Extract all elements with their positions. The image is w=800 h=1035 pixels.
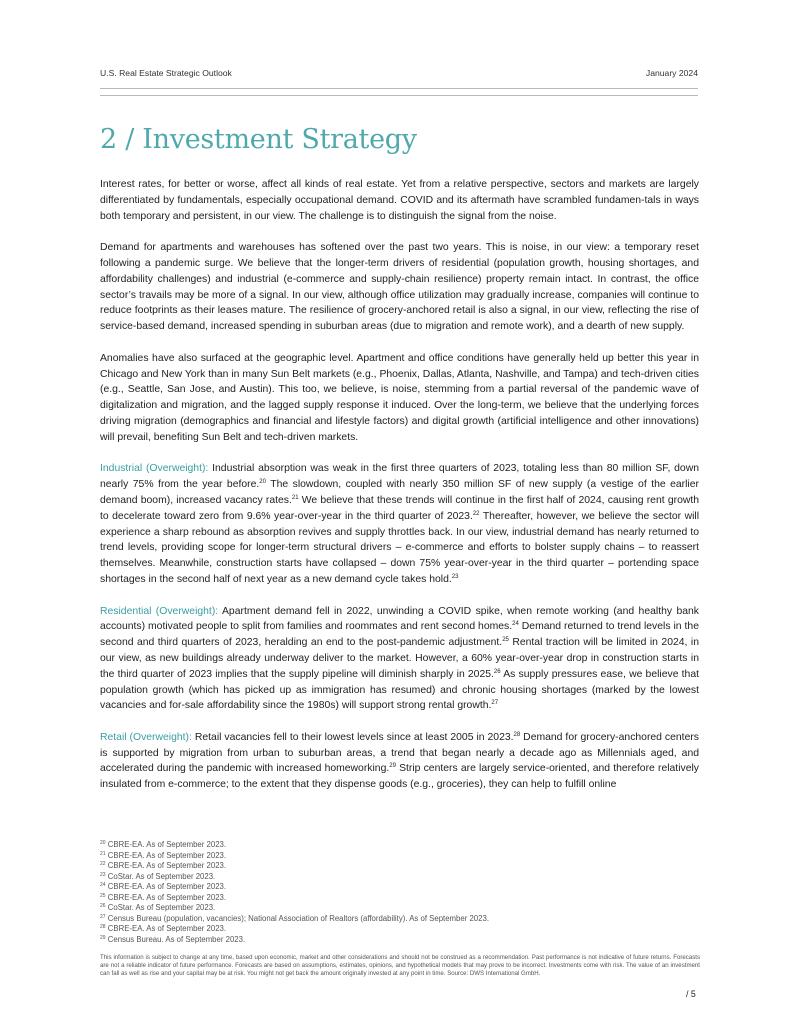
- section-title-text: Investment Strategy: [142, 124, 417, 155]
- residential-text-3: Rental traction will be limited in 2024, in our view, as new buildings already underway deliver to the market. However, a 60% year-over-year drop in construction starts in the third quarter of 2023 implies that the supply pipeline will diminish sharply in 2025.: [100, 637, 699, 680]
- section-number: 2: [100, 124, 117, 155]
- industrial-text-1: Industrial absorption was weak in the first three quarters of 2023, totaling less than 80 million SF, down nearly 75% from the year before.: [100, 463, 699, 491]
- retail-paragraph: [100, 730, 699, 793]
- footnote-text: CoStar. As of September 2023.: [107, 903, 216, 912]
- footnote-number: 28: [100, 924, 106, 930]
- section-title: [100, 124, 417, 155]
- footnote-number: 27: [100, 913, 106, 920]
- footnotes: [100, 840, 700, 945]
- residential-paragraph: [100, 604, 699, 715]
- header-rule-bottom: [100, 95, 698, 96]
- retail-lead: Retail (Overweight):: [100, 731, 192, 743]
- footnote: [100, 903, 700, 914]
- residential-text-4: As supply pressures ease, we believe that population growth (which has picked up as immigration has resumed) and chronic housing shortages (marked by the lowest vacancies and for-sale affordability since the 1980s) will support strong rental growth.: [100, 668, 699, 712]
- demand-paragraph: Demand for apartments and warehouses has softened over the past two years. This is noise, in our view: a temporary reset following a pandemic surge. We believe that the longer-term drivers of residential (population growth, housing shortages, and affordability challenges) and industrial (e-commerce and supply-chain resilience) property remain intact. In contrast, the office sector’s travails may be more of a signal. In our view, although office utilization may gradually increase, companies will continue to reduce footprints as their leases mature. The resilience of grocery-anchored retail is also a signal, in our view, reflecting the rise of service-based demand, increased spending in suburban areas (due to migration and remote work), and a dearth of new supply.: [100, 242, 699, 333]
- footnote: [100, 893, 700, 904]
- report-title: U.S. Real Estate Strategic Outlook: [100, 68, 232, 78]
- footnote-text: CBRE-EA. As of September 2023.: [107, 850, 227, 860]
- footnote: [100, 882, 700, 893]
- residential-text-2: Demand returned to trend levels in the second and third quarters of 2023, heralding an end to the post-pandemic adjustment.: [100, 621, 699, 649]
- footnote-number: 25: [100, 892, 106, 899]
- footnote: [100, 861, 700, 872]
- residential-lead: Residential (Overweight):: [100, 605, 219, 617]
- footnote-text: CoStar. As of September 2023.: [107, 871, 216, 881]
- footnote-text: Census Bureau (population, vacancies); National Association of Realtors (affordability). As of September 2023.: [107, 913, 489, 923]
- footnote: [100, 914, 700, 925]
- footnote-ref[interactable]: 25: [502, 637, 509, 644]
- footnote: [100, 872, 700, 883]
- disclaimer: This information is subject to change at any time, based upon economic, market and other considerations and should not be construed as a recommendation. Past performance is not indicative of future returns. Forecasts are not a reliable indicator of future performance. Forecasts are based on assumptions, estimates, opinions, and hypothetical models that may prove to be incorrect. Investments come with risk. The value of an investment can fall as well as rise and your capital may be at risk. You might not get back the amount originally invested at any point in time. Source: DWS International GmbH.: [100, 954, 700, 977]
- footnote-number: 24: [100, 882, 106, 888]
- footnote-ref[interactable]: 29: [389, 763, 396, 770]
- footnote-text: CBRE-EA. As of September 2023.: [107, 892, 227, 902]
- footnote-ref[interactable]: 27: [491, 700, 499, 707]
- footnote-number: 29: [100, 934, 106, 941]
- article-body: [100, 177, 699, 809]
- footnote: [100, 840, 700, 851]
- footnote-ref[interactable]: 23: [451, 573, 459, 580]
- industrial-text-2: The slowdown, coupled with nearly 350 million SF of new supply (a vestige of the earlier demand boom), increased vacancy rates.: [100, 479, 699, 506]
- footnote: [100, 851, 700, 862]
- footnote: [100, 935, 700, 946]
- intro-paragraph: Interest rates, for better or worse, affect all kinds of real estate. Yet from a relative perspective, sectors and markets are largely differentiated by fundamentals, especially occupational demand. COVID and its aftermath have scrambled fundamen-tals in ways both temporary and persistent, in our view. The challenge is to distinguish the signal from the noise.: [100, 179, 699, 222]
- footnote-text: Census Bureau. As of September 2023.: [107, 934, 246, 944]
- retail-text-2: Demand for grocery-anchored centers is supported by migration from urban to suburban areas, a trend that began nearly a decade ago as Millennials aged, and accelerated during the pandemic with increased homeworking.: [100, 731, 700, 775]
- footnote-text: CBRE-EA. As of September 2023.: [107, 882, 227, 891]
- industrial-text-4: Thereafter, however, we believe the sector will experience a sharp rebound as absorption revives and supply throttles back. In our view, industrial demand has nearly returned to trend levels, providing scope for longer-term structural drivers – e-commerce and efforts to bolster supply chains – to reassert themselves. Meanwhile, construction starts have collapsed – down 75% year-over-year in the third quarter – portending space shortages in the second half of next year as a new demand cycle takes hold.: [100, 510, 699, 585]
- footnote-number: 23: [100, 871, 106, 878]
- industrial-paragraph: [100, 461, 699, 587]
- header-rule-top: [100, 88, 698, 89]
- report-date: January 2024: [645, 68, 698, 78]
- section-separator: /: [125, 124, 134, 155]
- retail-text-3: Strip centers are largely service-oriented, and therefore relatively insulated from e-commerce; to the extent that they dispense goods (e.g., groceries), they can help to fulfill online: [100, 763, 699, 791]
- footnote-ref[interactable]: 28: [513, 731, 521, 738]
- industrial-lead: Industrial (Overweight):: [100, 463, 209, 475]
- footnote-ref[interactable]: 22: [472, 510, 480, 517]
- footnote-ref[interactable]: 26: [493, 668, 501, 675]
- footnote-number: 22: [100, 861, 106, 867]
- footnote-number: 26: [100, 903, 106, 909]
- footnote-ref[interactable]: 24: [512, 621, 519, 628]
- page-number: / 5: [686, 989, 696, 999]
- footnote-text: CBRE-EA. As of September 2023.: [107, 924, 227, 933]
- footnote-text: CBRE-EA. As of September 2023.: [107, 840, 227, 849]
- footnote: [100, 924, 700, 935]
- industrial-text-3: We believe that these trends will continue in the first half of 2024, causing rent growth to decelerate toward zero from 9.6% year-over-year in the third quarter of 2023.: [100, 494, 700, 522]
- footnote-ref[interactable]: 20: [259, 479, 266, 486]
- footnote-number: 21: [100, 850, 106, 857]
- footnote-number: 20: [100, 840, 106, 846]
- footnote-ref[interactable]: 21: [291, 494, 299, 501]
- retail-text-1: Retail vacancies fell to their lowest levels since at least 2005 in 2023.: [191, 731, 514, 743]
- geography-paragraph: Anomalies have also surfaced at the geographic level. Apartment and office conditions have generally held up better this year in Chicago and New York than in many Sun Belt markets (e.g., Phoenix, Dallas, Atlanta, Nashville, and Tampa) and tech-driven cities (e.g., Seattle, San Jose, and Austin). This too, we believe, is noise, stemming from a partial reversal of the pandemic wave of digitalization and migration, and the lagged supply response it induced. Over the long-term, we believe that the underlying forces driving migration (demographics and financial and lifestyle factors) and digital growth (artificial intelligence and other innovations) will prevail, benefiting Sun Belt and tech-driven markets.: [100, 352, 699, 443]
- footnote-text: CBRE-EA. As of September 2023.: [107, 861, 227, 870]
- residential-text-1: Apartment demand fell in 2022, unwinding a COVID spike, when remote working (and healthy bank accounts) motivated people to split from families and roommates and rent second homes.: [100, 605, 699, 633]
- page-header: [100, 68, 698, 78]
